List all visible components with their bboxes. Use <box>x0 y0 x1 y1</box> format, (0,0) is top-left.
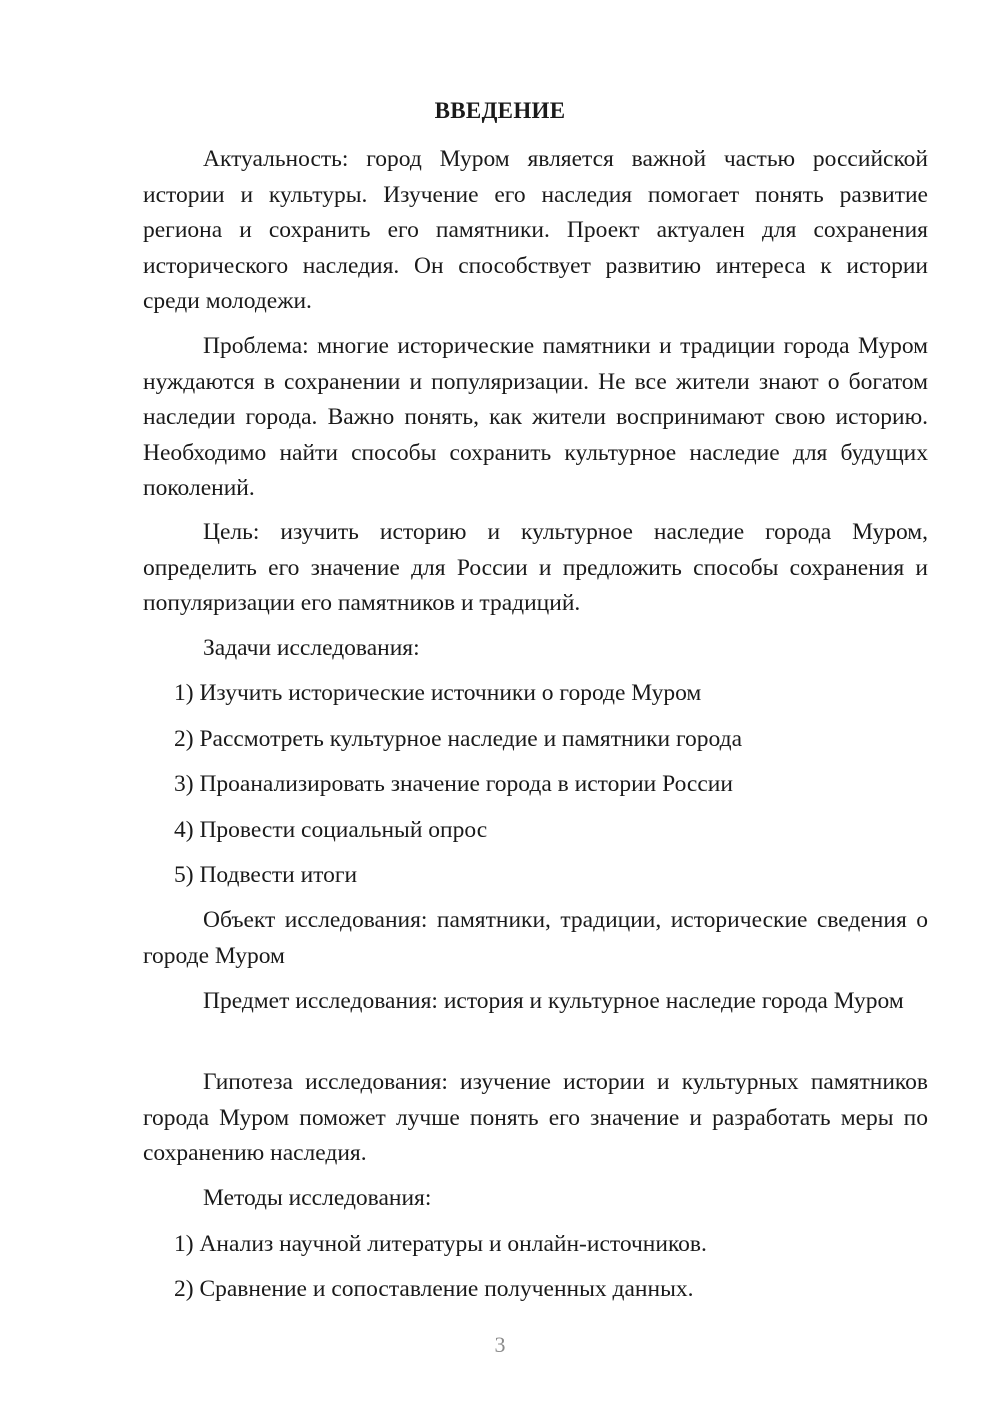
task-item: 2) Рассмотреть культурное наследие и памятники города <box>174 726 743 752</box>
paragraph-object: Объект исследования: памятники, традиции, исторические сведения о городе Муром <box>143 907 928 969</box>
paragraph-relevance: Актуальность: город Муром является важной частью российской истории и культуры. Изучение его наследия помогает понять развитие региона и сохранить его памятники. Проект актуален для сохранения исторического наследия. Он способствует развитию интереса к истории среди молодежи. <box>143 146 928 314</box>
tasks-label: Задачи исследования: <box>203 635 420 661</box>
task-item: 1) Изучить исторические источники о городе Муром <box>174 680 702 706</box>
paragraph-goal: Цель: изучить историю и культурное наследие города Муром, определить его значение для России и предложить способы сохранения и популяризации его памятников и традиций. <box>143 519 928 616</box>
page-title: ВВЕДЕНИЕ <box>434 98 566 123</box>
method-item: 1) Анализ научной литературы и онлайн-источников. <box>174 1231 707 1257</box>
methods-label: Методы исследования: <box>203 1185 432 1211</box>
task-item: 4) Провести социальный опрос <box>174 817 488 843</box>
method-item: 2) Сравнение и сопоставление полученных данных. <box>174 1276 694 1302</box>
paragraph-hypothesis: Гипотеза исследования: изучение истории и культурных памятников города Муром поможет лучше понять его значение и разработать меры по сохранению наследия. <box>143 1069 928 1166</box>
task-item: 5) Подвести итоги <box>174 862 358 888</box>
paragraph-subject: Предмет исследования: история и культурное наследие города Муром <box>203 988 904 1014</box>
task-item: 3) Проанализировать значение города в истории России <box>174 771 733 797</box>
paragraph-problem: Проблема: многие исторические памятники и традиции города Муром нуждаются в сохранении и популяризации. Не все жители знают о богатом наследии города. Важно понять, как жители воспринимают свою историю. Необходимо найти способы сохранить культурное наследие для будущих поколений. <box>143 333 928 501</box>
page-number: 3 <box>494 1332 506 1357</box>
